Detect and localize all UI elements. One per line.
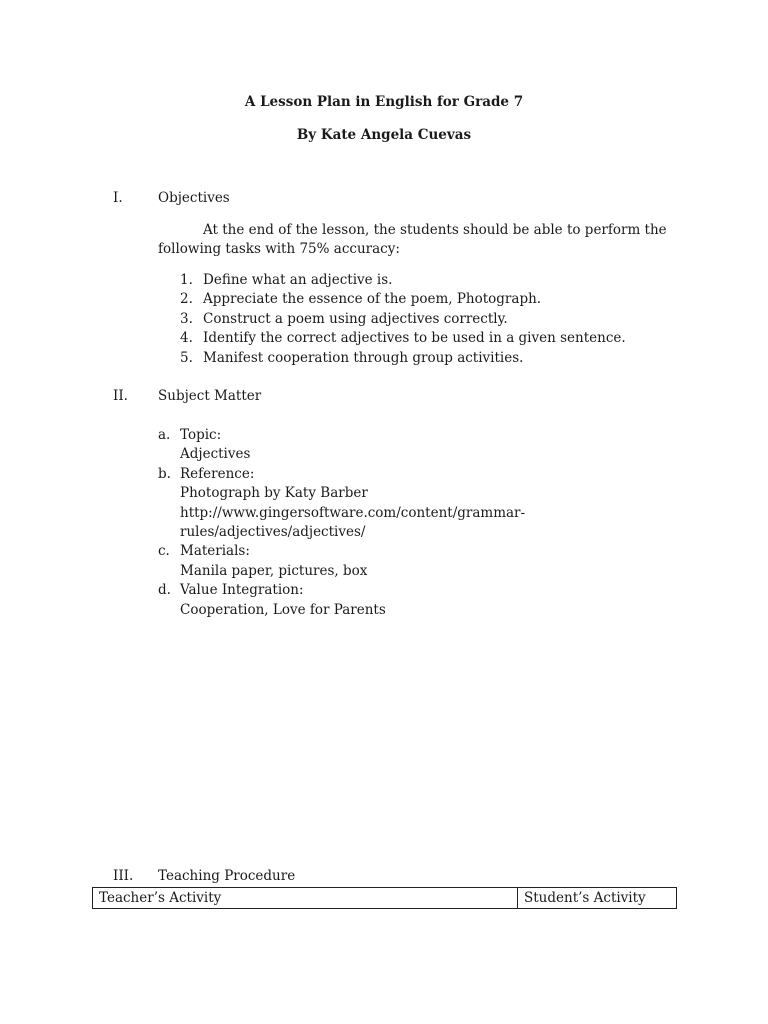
list-item-number: 1. [180, 272, 193, 288]
subject-item-value: Adjectives [180, 446, 251, 463]
procedure-table [92, 887, 677, 909]
list-item [180, 290, 626, 309]
objectives-list [180, 271, 626, 368]
subject-item-value: Cooperation, Love for Parents [180, 601, 386, 618]
subject-item-label: Reference: [180, 465, 255, 482]
subject-item-reference [158, 465, 525, 484]
subject-item-materials [158, 542, 525, 561]
section-numeral-subject-matter: II. [113, 388, 128, 404]
subject-item-value: Photograph by Katy Barber [180, 485, 368, 502]
list-item-text: Construct a poem using adjectives correctly. [203, 310, 508, 327]
document-author: By Kate Angela Cuevas [296, 127, 472, 143]
list-item-number: 4. [180, 330, 193, 347]
section-numeral-objectives: I. [113, 190, 123, 206]
column-header-student: Student’s Activity [518, 888, 677, 909]
list-item-text: Manifest cooperation through group activities. [203, 349, 524, 366]
list-item-number: 3. [180, 310, 193, 327]
list-item-number: 2. [180, 291, 193, 308]
subject-matter-list [158, 426, 525, 620]
reference-url-line: rules/adjectives/adjectives/ [180, 523, 366, 540]
subject-item-letter: a. [158, 427, 171, 443]
list-item [180, 329, 626, 348]
section-numeral-procedure: III. [113, 868, 134, 884]
list-item-text: Appreciate the essence of the poem, Photograph. [203, 291, 542, 308]
column-header-teacher: Teacher’s Activity [93, 888, 518, 909]
subject-item-label: Materials: [180, 543, 250, 560]
subject-item-value-integration [158, 581, 525, 600]
list-item-text: Define what an adjective is. [203, 272, 393, 288]
subject-item-letter: b. [158, 465, 171, 482]
table-header-row [93, 888, 677, 909]
list-item-text: Identify the correct adjectives to be used in a given sentence. [203, 330, 626, 347]
subject-item-label: Value Integration: [180, 582, 304, 599]
subject-item-value: Manila paper, pictures, box [180, 562, 368, 579]
list-item [180, 349, 626, 368]
section-heading-objectives: Objectives [158, 190, 230, 206]
list-item [180, 271, 626, 290]
subject-item-letter: c. [158, 543, 170, 560]
objectives-intro-text: At the end of the lesson, the students should be able to perform the following tasks with 75% accuracy: [158, 222, 667, 257]
list-item [180, 310, 626, 329]
subject-item-label: Topic: [180, 427, 222, 443]
subject-item-letter: d. [158, 582, 171, 599]
document-title: A Lesson Plan in English for Grade 7 [244, 94, 524, 110]
objectives-intro [158, 221, 668, 259]
subject-item-topic [158, 426, 525, 445]
list-item-number: 5. [180, 349, 193, 366]
reference-url-line: http://www.gingersoftware.com/content/grammar- [180, 504, 526, 521]
section-heading-subject-matter: Subject Matter [158, 388, 262, 404]
section-heading-procedure: Teaching Procedure [158, 868, 296, 884]
